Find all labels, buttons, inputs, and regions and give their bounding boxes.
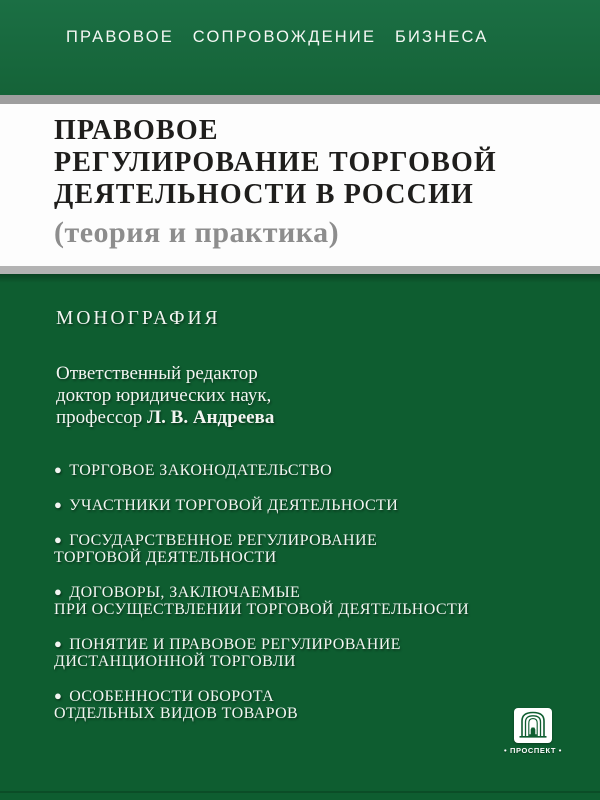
- topic-item: [54, 583, 534, 618]
- topic-list: [54, 461, 534, 722]
- editor-info: [56, 363, 600, 429]
- topic-item: [54, 687, 534, 722]
- topic-line: [54, 496, 534, 514]
- topic-text: ОСОБЕННОСТИ ОБОРОТА: [69, 688, 275, 705]
- editor-line-degree: доктор юридических наук,: [56, 385, 272, 406]
- bullet-icon: ●: [54, 688, 63, 703]
- book-title-line-1: ПРАВОВОЕ: [54, 115, 219, 146]
- divider-stripe-bottom: [0, 266, 600, 274]
- topic-line: [54, 687, 534, 705]
- topic-line: [54, 583, 534, 601]
- publication-type-label: МОНОГРАФИЯ: [56, 308, 221, 329]
- topic-text: ТОРГОВОЕ ЗАКОНОДАТЕЛЬСТВО: [69, 462, 333, 479]
- topic-text: ДОГОВОРЫ, ЗАКЛЮЧАЕМЫЕ: [69, 584, 301, 601]
- topic-text: УЧАСТНИКИ ТОРГОВОЙ ДЕЯТЕЛЬНОСТИ: [69, 497, 399, 514]
- series-banner-band: [0, 0, 600, 95]
- topic-text: ПОНЯТИЕ И ПРАВОВОЕ РЕГУЛИРОВАНИЕ: [69, 636, 401, 653]
- topic-item: [54, 496, 534, 514]
- divider-stripe-top: [0, 95, 600, 104]
- editor-line-role: Ответственный редактор: [56, 363, 258, 384]
- bullet-icon: ●: [54, 462, 63, 477]
- topic-line: [54, 531, 534, 549]
- topic-line: ОТДЕЛЬНЫХ ВИДОВ ТОВАРОВ: [54, 705, 299, 722]
- prospekt-arch-icon: [514, 708, 552, 743]
- editor-prefix: профессор: [56, 407, 148, 428]
- topic-text: ГОСУДАРСТВЕННОЕ РЕГУЛИРОВАНИЕ: [69, 532, 378, 549]
- publisher-logo: [488, 708, 578, 755]
- bullet-icon: ●: [54, 532, 63, 547]
- main-green-panel: [0, 274, 600, 800]
- topic-item: [54, 531, 534, 566]
- book-title-line-3: ДЕЯТЕЛЬНОСТИ В РОССИИ: [54, 179, 475, 210]
- bullet-icon: ●: [54, 636, 63, 651]
- topic-line: [54, 635, 534, 653]
- topic-line: [54, 461, 534, 479]
- book-subtitle: (теория и практика): [54, 216, 340, 249]
- bullet-icon: ●: [54, 497, 63, 512]
- series-title: ПРАВОВОЕ СОПРОВОЖДЕНИЕ БИЗНЕСА: [66, 28, 489, 46]
- book-title-line-2: РЕГУЛИРОВАНИЕ ТОРГОВОЙ: [54, 147, 497, 178]
- title-band: [0, 104, 600, 266]
- topic-item: [54, 461, 534, 479]
- topic-item: [54, 635, 534, 670]
- book-title: [54, 115, 570, 211]
- topic-line: ПРИ ОСУЩЕСТВЛЕНИИ ТОРГОВОЙ ДЕЯТЕЛЬНОСТИ: [54, 601, 470, 618]
- topic-line: ДИСТАНЦИОННОЙ ТОРГОВЛИ: [54, 653, 296, 670]
- publisher-name: • ПРОСПЕКТ •: [504, 746, 562, 755]
- bullet-icon: ●: [54, 584, 63, 599]
- editor-line-name: [56, 407, 600, 429]
- topic-line: ТОРГОВОЙ ДЕЯТЕЛЬНОСТИ: [54, 549, 277, 566]
- bottom-rule: [0, 791, 600, 793]
- editor-name: Л. В. Андреева: [147, 407, 275, 428]
